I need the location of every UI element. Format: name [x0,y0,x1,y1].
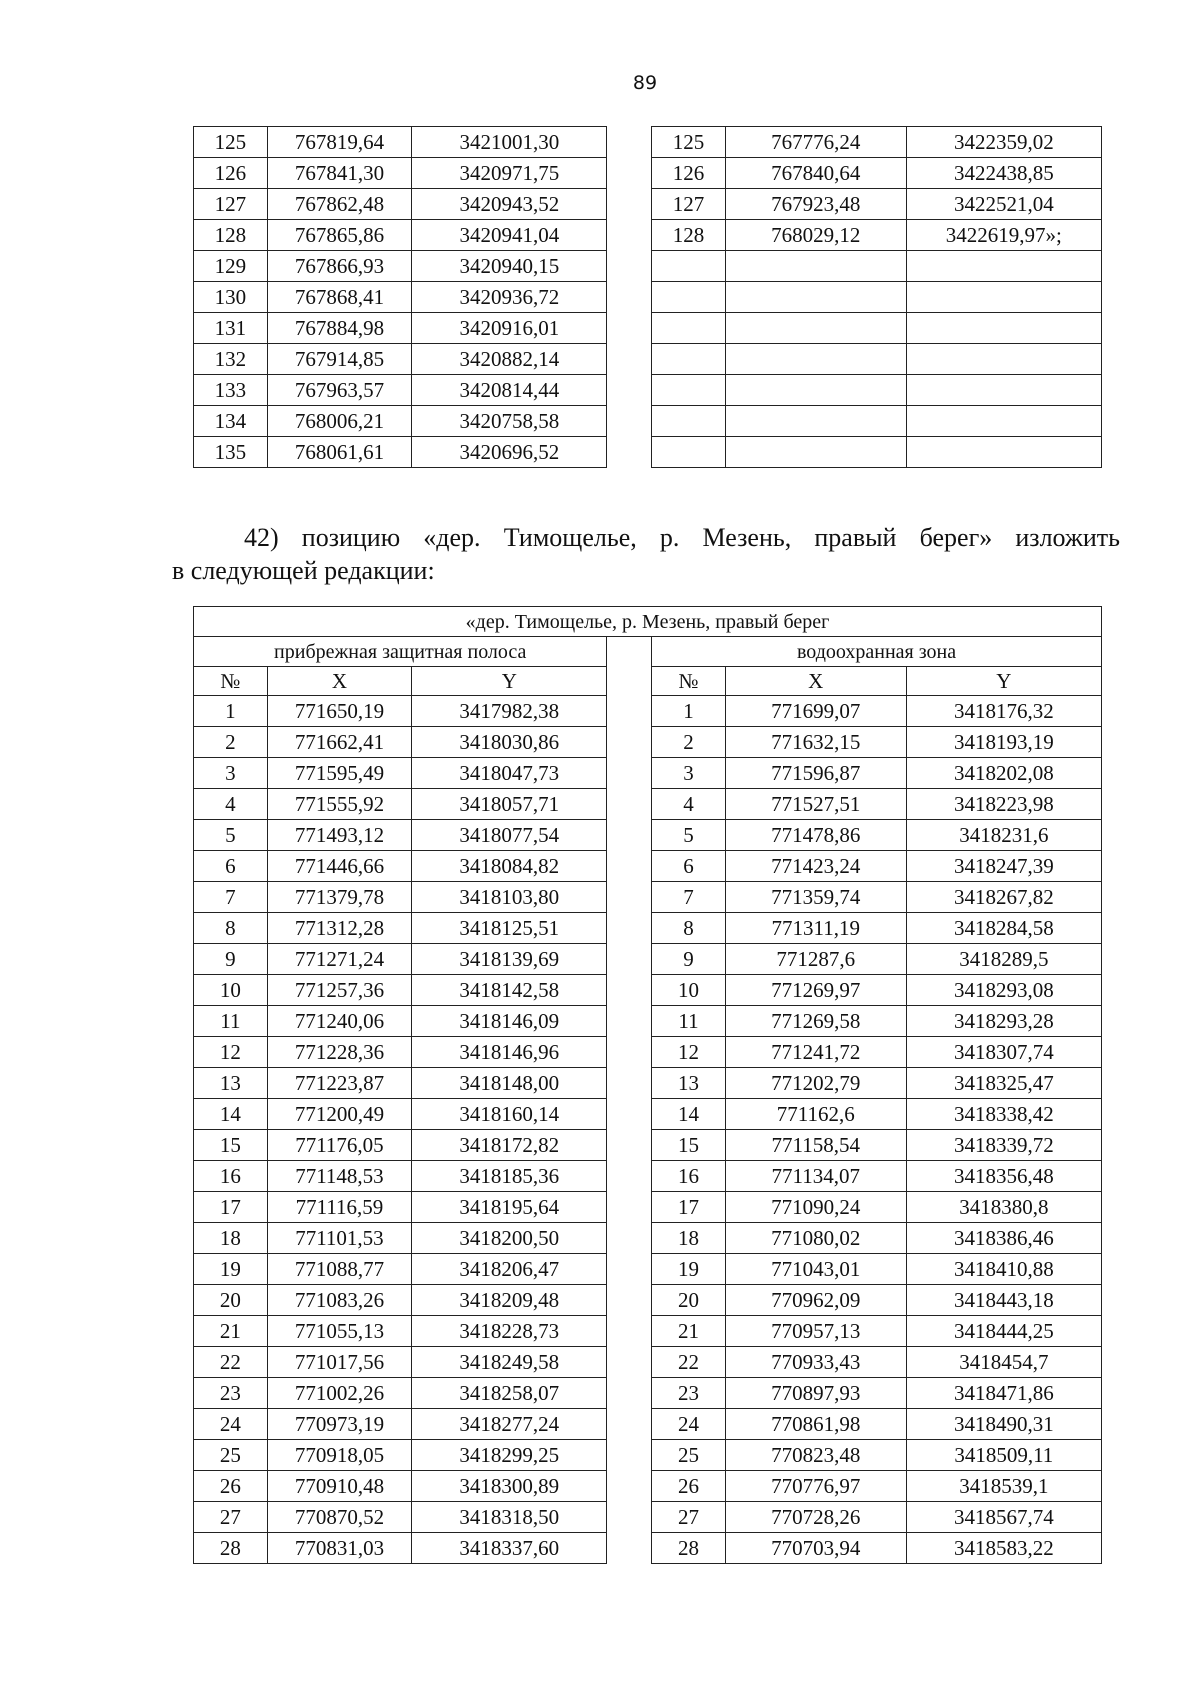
right-cell-y: 3418338,42 [906,1099,1101,1130]
left-cell-y: 3420941,04 [412,220,607,251]
right-cell-no [652,344,726,375]
left-cell-y: 3418337,60 [412,1533,607,1564]
right-cell-x: 770776,97 [725,1471,906,1502]
left-cell-y: 3418047,73 [412,758,607,789]
right-cell-no [652,251,726,282]
left-cell-no: 27 [194,1502,268,1533]
left-cell-no: 18 [194,1223,268,1254]
left-cell-x: 771379,78 [267,882,411,913]
right-cell-x: 771162,6 [725,1099,906,1130]
left-cell-no: 125 [194,127,268,158]
right-cell-y: 3418471,86 [906,1378,1101,1409]
right-cell-y [906,313,1101,344]
left-cell-no: 14 [194,1099,268,1130]
right-cell-no: 14 [652,1099,726,1130]
left-cell-y: 3418103,80 [412,882,607,913]
right-cell-x [725,251,906,282]
left-cell-no: 3 [194,758,268,789]
left-cell-no: 15 [194,1130,268,1161]
right-cell-y [906,437,1101,468]
right-cell-x: 771090,24 [725,1192,906,1223]
left-cell-y: 3418249,58 [412,1347,607,1378]
left-cell-x: 767865,86 [267,220,411,251]
right-cell-x: 770933,43 [725,1347,906,1378]
left-cell-y: 3418258,07 [412,1378,607,1409]
right-cell-y: 3418176,32 [906,696,1101,727]
right-cell-x: 770823,48 [725,1440,906,1471]
right-cell-x: 771527,51 [725,789,906,820]
left-cell-no: 13 [194,1068,268,1099]
left-cell-y: 3418318,50 [412,1502,607,1533]
left-cell-no: 129 [194,251,268,282]
left-cell-y: 3418200,50 [412,1223,607,1254]
right-cell-y: 3418267,82 [906,882,1101,913]
left-cell-y: 3417982,38 [412,696,607,727]
left-cell-no: 19 [194,1254,268,1285]
left-cell-x: 770918,05 [267,1440,411,1471]
table-title: «дер. Тимощелье, р. Мезень, правый берег [194,607,1102,637]
right-cell-x: 771359,74 [725,882,906,913]
left-cell-no: 8 [194,913,268,944]
right-cell-x: 771202,79 [725,1068,906,1099]
left-cell-no: 2 [194,727,268,758]
left-section-header: прибрежная защитная полоса [194,637,607,667]
left-cell-no: 133 [194,375,268,406]
left-cell-no: 131 [194,313,268,344]
left-cell-y: 3418228,73 [412,1316,607,1347]
right-cell-no: 17 [652,1192,726,1223]
left-cell-x: 767866,93 [267,251,411,282]
left-cell-y: 3420696,52 [412,437,607,468]
right-cell-y: 3418202,08 [906,758,1101,789]
left-cell-no: 127 [194,189,268,220]
left-cell-no: 16 [194,1161,268,1192]
left-cell-y: 3418084,82 [412,851,607,882]
left-cell-no: 132 [194,344,268,375]
left-cell-no: 6 [194,851,268,882]
paragraph-line-2: в следующей редакции: [172,556,435,585]
left-col-y: Y [412,667,607,696]
left-cell-no: 25 [194,1440,268,1471]
right-cell-no: 6 [652,851,726,882]
table-row [194,127,1102,158]
left-cell-no: 21 [194,1316,268,1347]
left-cell-no: 9 [194,944,268,975]
right-cell-no: 126 [652,158,726,189]
right-cell-x: 771287,6 [725,944,906,975]
right-cell-x: 770703,94 [725,1533,906,1564]
left-cell-no: 28 [194,1533,268,1564]
left-cell-no: 128 [194,220,268,251]
right-cell-x: 771311,19 [725,913,906,944]
left-cell-x: 771228,36 [267,1037,411,1068]
left-cell-y: 3418300,89 [412,1471,607,1502]
right-cell-y: 3422521,04 [906,189,1101,220]
right-cell-y: 3418284,58 [906,913,1101,944]
right-cell-no: 128 [652,220,726,251]
left-cell-y: 3418146,96 [412,1037,607,1068]
left-cell-no: 1 [194,696,268,727]
right-cell-x [725,375,906,406]
right-cell-y: 3422438,85 [906,158,1101,189]
left-cell-no: 11 [194,1006,268,1037]
left-cell-no: 134 [194,406,268,437]
right-cell-x [725,437,906,468]
left-cell-no: 22 [194,1347,268,1378]
right-cell-y: 3418307,74 [906,1037,1101,1068]
right-cell-y: 3418293,28 [906,1006,1101,1037]
left-cell-y: 3418139,69 [412,944,607,975]
right-cell-y: 3422619,97»; [906,220,1101,251]
left-cell-x: 771055,13 [267,1316,411,1347]
left-cell-x: 771240,06 [267,1006,411,1037]
right-cell-x: 768029,12 [725,220,906,251]
right-cell-y: 3418193,19 [906,727,1101,758]
left-cell-no: 20 [194,1285,268,1316]
left-cell-no: 24 [194,1409,268,1440]
left-cell-y: 3418146,09 [412,1006,607,1037]
right-cell-y [906,344,1101,375]
left-cell-x: 768061,61 [267,437,411,468]
left-cell-y: 3418030,86 [412,727,607,758]
left-cell-y: 3418077,54 [412,820,607,851]
right-cell-no: 5 [652,820,726,851]
left-cell-x: 767884,98 [267,313,411,344]
left-cell-x: 771257,36 [267,975,411,1006]
right-cell-y: 3418289,5 [906,944,1101,975]
right-cell-x: 770861,98 [725,1409,906,1440]
left-cell-no: 135 [194,437,268,468]
left-cell-no: 17 [194,1192,268,1223]
right-cell-y: 3418490,31 [906,1409,1101,1440]
left-cell-no: 10 [194,975,268,1006]
left-cell-y: 3420940,15 [412,251,607,282]
right-cell-no: 10 [652,975,726,1006]
left-cell-x: 771176,05 [267,1130,411,1161]
left-cell-x: 770870,52 [267,1502,411,1533]
right-cell-no: 18 [652,1223,726,1254]
section-header-row [194,637,1102,667]
right-cell-no: 7 [652,882,726,913]
right-cell-no: 9 [652,944,726,975]
left-cell-x: 771650,19 [267,696,411,727]
left-cell-no: 12 [194,1037,268,1068]
right-cell-x: 771423,24 [725,851,906,882]
right-cell-y: 3418444,25 [906,1316,1101,1347]
left-cell-x: 771200,49 [267,1099,411,1130]
right-cell-no: 2 [652,727,726,758]
right-cell-no: 28 [652,1533,726,1564]
left-cell-x: 770973,19 [267,1409,411,1440]
left-cell-y: 3418057,71 [412,789,607,820]
left-cell-y: 3418206,47 [412,1254,607,1285]
right-cell-y: 3418410,88 [906,1254,1101,1285]
right-cell-y: 3418567,74 [906,1502,1101,1533]
left-cell-x: 771493,12 [267,820,411,851]
left-cell-y: 3420758,58 [412,406,607,437]
right-cell-x: 771269,97 [725,975,906,1006]
left-cell-y: 3420882,14 [412,344,607,375]
right-section-header: водоохранная зона [652,637,1102,667]
right-cell-no: 25 [652,1440,726,1471]
right-cell-y: 3418339,72 [906,1130,1101,1161]
left-cell-x: 767862,48 [267,189,411,220]
right-cell-y: 3418231,6 [906,820,1101,851]
main-coordinates-table [193,606,1102,1564]
right-cell-no: 127 [652,189,726,220]
right-cell-x [725,313,906,344]
right-cell-no: 12 [652,1037,726,1068]
top-coordinates-table [193,126,1102,468]
right-cell-no [652,437,726,468]
left-cell-y: 3420943,52 [412,189,607,220]
right-cell-x: 771269,58 [725,1006,906,1037]
amendment-paragraph [172,521,1120,587]
right-cell-x: 771080,02 [725,1223,906,1254]
right-cell-y: 3418325,47 [906,1068,1101,1099]
right-cell-x: 771632,15 [725,727,906,758]
left-cell-x: 767963,57 [267,375,411,406]
left-cell-y: 3418185,36 [412,1161,607,1192]
right-cell-x [725,406,906,437]
left-cell-x: 771101,53 [267,1223,411,1254]
left-cell-x: 771271,24 [267,944,411,975]
right-cell-y: 3418539,1 [906,1471,1101,1502]
paragraph-line-1: 42) позицию «дер. Тимощелье, р. Мезень, правый берег» изложить [244,523,1120,552]
right-cell-no: 4 [652,789,726,820]
right-cell-no: 11 [652,1006,726,1037]
right-cell-no: 1 [652,696,726,727]
left-cell-x: 771083,26 [267,1285,411,1316]
right-cell-x: 770897,93 [725,1378,906,1409]
right-col-y: Y [906,667,1101,696]
right-cell-x: 771134,07 [725,1161,906,1192]
column-gap [607,637,652,1564]
left-cell-x: 771312,28 [267,913,411,944]
right-col-x: X [725,667,906,696]
right-cell-y: 3418454,7 [906,1347,1101,1378]
left-cell-x: 767819,64 [267,127,411,158]
right-cell-y: 3422359,02 [906,127,1101,158]
left-cell-x: 771017,56 [267,1347,411,1378]
left-cell-no: 23 [194,1378,268,1409]
left-col-x: X [267,667,411,696]
left-cell-no: 5 [194,820,268,851]
right-cell-x: 771478,86 [725,820,906,851]
right-cell-no: 8 [652,913,726,944]
right-cell-y: 3418293,08 [906,975,1101,1006]
left-cell-x: 771116,59 [267,1192,411,1223]
left-cell-x: 771223,87 [267,1068,411,1099]
left-cell-y: 3418148,00 [412,1068,607,1099]
right-cell-y: 3418247,39 [906,851,1101,882]
left-cell-x: 767914,85 [267,344,411,375]
left-cell-y: 3418299,25 [412,1440,607,1471]
right-cell-no: 19 [652,1254,726,1285]
table-title-row [194,607,1102,637]
left-cell-y: 3418209,48 [412,1285,607,1316]
left-cell-y: 3420916,01 [412,313,607,344]
left-cell-y: 3418172,82 [412,1130,607,1161]
right-cell-y: 3418356,48 [906,1161,1101,1192]
right-cell-no [652,406,726,437]
left-cell-no: 4 [194,789,268,820]
left-cell-y: 3418142,58 [412,975,607,1006]
left-cell-y: 3421001,30 [412,127,607,158]
left-cell-no: 126 [194,158,268,189]
right-cell-no: 3 [652,758,726,789]
right-cell-no: 23 [652,1378,726,1409]
right-cell-no: 26 [652,1471,726,1502]
right-cell-x: 771699,07 [725,696,906,727]
right-cell-x: 767840,64 [725,158,906,189]
right-cell-y: 3418443,18 [906,1285,1101,1316]
right-cell-x: 770962,09 [725,1285,906,1316]
page-number: 89 [632,72,658,94]
left-col-no: № [194,667,268,696]
left-cell-y: 3418195,64 [412,1192,607,1223]
left-cell-y: 3420971,75 [412,158,607,189]
left-cell-x: 771446,66 [267,851,411,882]
right-cell-x: 771043,01 [725,1254,906,1285]
left-cell-y: 3420814,44 [412,375,607,406]
right-cell-no: 16 [652,1161,726,1192]
right-cell-no [652,282,726,313]
left-cell-x: 771148,53 [267,1161,411,1192]
right-cell-no: 13 [652,1068,726,1099]
left-cell-no: 26 [194,1471,268,1502]
right-cell-no: 20 [652,1285,726,1316]
right-cell-y [906,375,1101,406]
right-cell-no: 15 [652,1130,726,1161]
right-cell-x: 771158,54 [725,1130,906,1161]
right-cell-y: 3418223,98 [906,789,1101,820]
left-cell-y: 3420936,72 [412,282,607,313]
right-cell-x: 771596,87 [725,758,906,789]
right-cell-x: 767776,24 [725,127,906,158]
right-cell-no: 27 [652,1502,726,1533]
left-cell-y: 3418160,14 [412,1099,607,1130]
left-cell-no: 130 [194,282,268,313]
right-cell-y [906,282,1101,313]
left-cell-no: 7 [194,882,268,913]
left-cell-y: 3418125,51 [412,913,607,944]
left-cell-x: 771595,49 [267,758,411,789]
right-cell-no: 125 [652,127,726,158]
right-cell-x: 767923,48 [725,189,906,220]
right-cell-no: 22 [652,1347,726,1378]
left-cell-x: 770910,48 [267,1471,411,1502]
left-cell-x: 767868,41 [267,282,411,313]
left-cell-x: 771002,26 [267,1378,411,1409]
right-cell-x [725,344,906,375]
right-col-no: № [652,667,726,696]
left-cell-x: 771088,77 [267,1254,411,1285]
left-cell-y: 3418277,24 [412,1409,607,1440]
right-cell-x [725,282,906,313]
right-cell-no: 24 [652,1409,726,1440]
right-cell-no: 21 [652,1316,726,1347]
right-cell-x: 770728,26 [725,1502,906,1533]
right-cell-y [906,406,1101,437]
right-cell-no [652,313,726,344]
right-cell-no [652,375,726,406]
left-cell-x: 767841,30 [267,158,411,189]
right-cell-y: 3418509,11 [906,1440,1101,1471]
left-cell-x: 770831,03 [267,1533,411,1564]
column-gap [607,127,652,468]
left-cell-x: 771555,92 [267,789,411,820]
right-cell-x: 771241,72 [725,1037,906,1068]
left-cell-x: 771662,41 [267,727,411,758]
right-cell-y [906,251,1101,282]
right-cell-x: 770957,13 [725,1316,906,1347]
left-cell-x: 768006,21 [267,406,411,437]
right-cell-y: 3418380,8 [906,1192,1101,1223]
right-cell-y: 3418386,46 [906,1223,1101,1254]
right-cell-y: 3418583,22 [906,1533,1101,1564]
